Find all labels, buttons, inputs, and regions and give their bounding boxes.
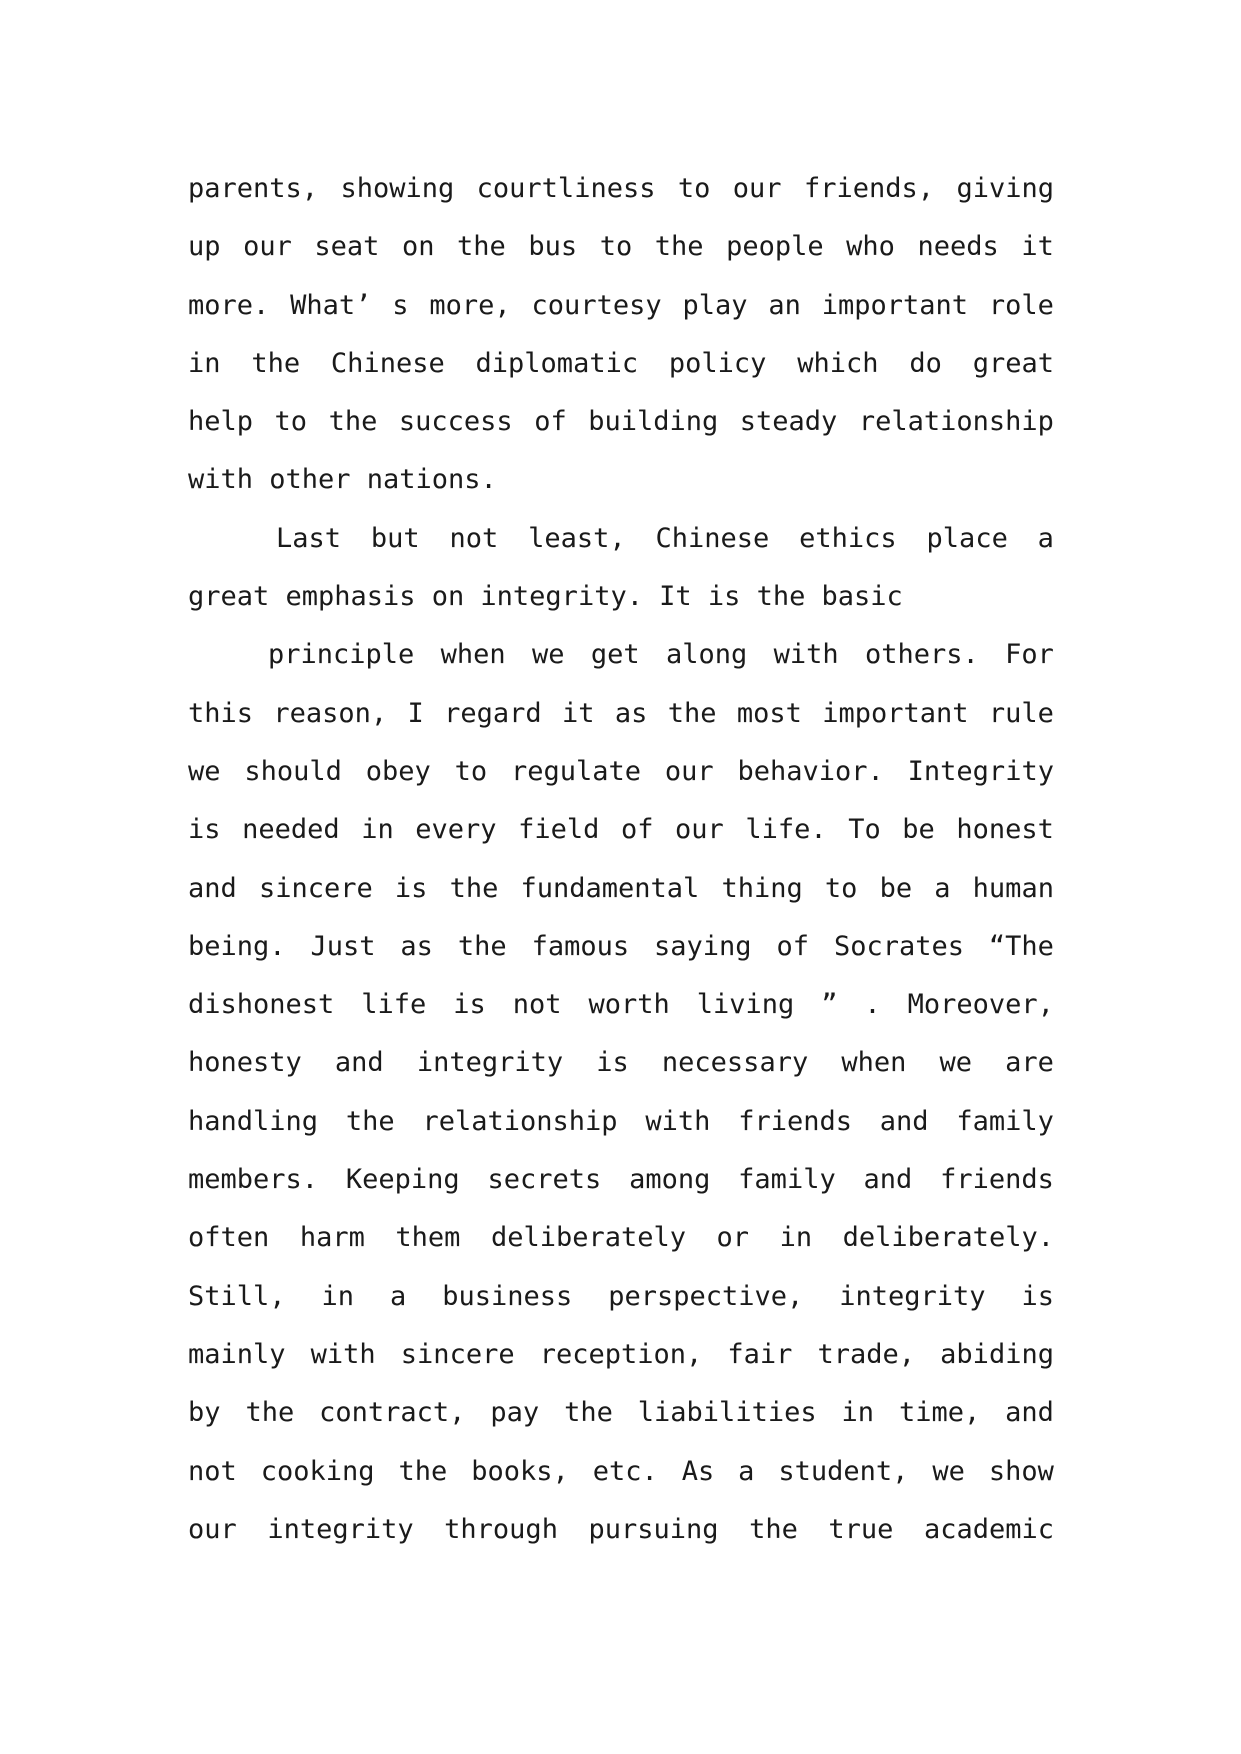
text-line: [188, 1034, 1054, 1092]
text-word: to: [454, 755, 488, 787]
text-line: [188, 1151, 1054, 1209]
text-word: living: [696, 989, 795, 1021]
text-word: Last: [276, 522, 342, 554]
text-word: relationship: [422, 1105, 618, 1137]
text-word: is: [1021, 1280, 1054, 1312]
text-word: in: [361, 814, 394, 846]
text-word: not: [512, 989, 562, 1021]
text-word: our: [675, 814, 724, 846]
text-line: [188, 976, 1054, 1034]
text-word: be: [879, 872, 913, 904]
text-line: [188, 860, 1054, 918]
text-word: the: [749, 1513, 798, 1545]
text-word: fair: [727, 1338, 793, 1370]
text-word: an: [768, 289, 801, 321]
text-word: etc.: [592, 1455, 658, 1487]
text-word: to: [824, 872, 858, 904]
text-word: perspective,: [608, 1280, 804, 1312]
text-word: regard: [444, 697, 542, 729]
text-word: least,: [528, 522, 626, 554]
text-word: the: [457, 231, 506, 263]
text-word: reason,: [273, 697, 388, 729]
text-word: the: [245, 1397, 295, 1429]
text-line: [188, 277, 1054, 335]
text-word: saying: [654, 930, 752, 962]
text-word: great: [972, 347, 1054, 379]
text-word: but: [370, 522, 420, 554]
text-word: “The: [988, 930, 1054, 962]
text-word: show: [988, 1455, 1054, 1487]
text-word: Moreover,: [907, 989, 1054, 1021]
text-word: and: [1005, 1397, 1054, 1429]
text-word: sincere: [258, 872, 373, 904]
text-word: when: [841, 1047, 907, 1079]
text-word: seat: [314, 231, 380, 263]
text-word: is: [394, 872, 428, 904]
text-word: with: [773, 639, 839, 671]
text-word: our: [243, 231, 292, 263]
text-word: Chinese: [330, 347, 445, 379]
text-line: [188, 743, 1054, 801]
text-word: integrity: [416, 1047, 564, 1079]
text-word: others.: [865, 639, 979, 671]
text-word: it: [562, 697, 595, 729]
text-word: when: [440, 639, 506, 671]
text-word: needs: [917, 231, 999, 263]
text-word: courtliness: [476, 173, 656, 204]
text-word: handling: [188, 1105, 319, 1137]
text-word: not: [449, 522, 499, 554]
text-word: help: [188, 406, 254, 438]
text-line: [188, 1501, 1054, 1559]
text-word: on: [401, 231, 435, 263]
text-word: a: [1037, 522, 1054, 554]
text-word: more.: [188, 289, 270, 321]
text-word: we: [532, 639, 565, 671]
text-line: [188, 218, 1054, 276]
text-word: of: [534, 406, 567, 438]
text-word: pursuing: [588, 1513, 719, 1545]
text-line: [188, 1209, 1054, 1267]
text-word: the: [654, 231, 704, 263]
text-word: up: [188, 231, 221, 263]
text-word: we: [188, 755, 221, 787]
text-word: great: [188, 581, 270, 613]
text-word: a: [934, 872, 951, 904]
text-line: [188, 1384, 1054, 1442]
text-word: play: [682, 289, 748, 321]
text-word: members.: [188, 1164, 319, 1196]
text-word: Chinese: [655, 522, 770, 554]
text-word: famous: [531, 930, 630, 962]
text-word: on: [431, 581, 465, 613]
text-word: basic: [821, 581, 903, 613]
text-word: other: [269, 464, 351, 496]
text-word: get: [590, 639, 640, 671]
text-word: this: [188, 697, 254, 729]
text-word: in: [779, 1222, 813, 1254]
text-word: as: [400, 930, 433, 962]
text-line: [188, 568, 1054, 626]
text-word: .: [864, 989, 881, 1021]
text-word: every: [415, 814, 497, 846]
text-word: through: [444, 1513, 558, 1545]
text-word: courtesy: [531, 289, 662, 321]
text-word: cooking: [260, 1455, 375, 1487]
text-word: As: [681, 1455, 715, 1487]
text-word: deliberately: [490, 1222, 687, 1254]
text-line: [188, 160, 1054, 218]
text-word: with: [188, 464, 254, 496]
text-word: worth: [588, 989, 670, 1021]
text-line: [188, 685, 1054, 743]
text-word: books,: [471, 1455, 569, 1487]
text-line: [188, 335, 1054, 393]
text-word: field: [518, 814, 600, 846]
text-word: people: [726, 231, 824, 263]
text-line: [188, 1093, 1054, 1151]
text-word: it: [1021, 231, 1054, 263]
text-word: behavior.: [737, 755, 884, 787]
text-word: who: [846, 231, 895, 263]
text-word: success: [398, 406, 513, 438]
text-word: in: [321, 1280, 355, 1312]
text-word: emphasis: [285, 581, 416, 613]
text-word: true: [828, 1513, 894, 1545]
text-word: important: [822, 697, 969, 729]
text-word: business: [442, 1280, 573, 1312]
text-word: pay: [490, 1397, 540, 1429]
text-word: is: [453, 989, 486, 1021]
text-word: giving: [956, 173, 1054, 204]
text-word: not: [188, 1455, 237, 1487]
text-word: bus: [528, 231, 578, 263]
text-word: we: [932, 1455, 965, 1487]
text-word: a: [738, 1455, 755, 1487]
text-word: What’: [290, 289, 372, 321]
text-word: do: [909, 347, 942, 379]
text-word: trade,: [817, 1338, 916, 1370]
text-word: the: [756, 581, 806, 613]
text-word: deliberately.: [842, 1222, 1054, 1254]
text-word: honest: [956, 814, 1054, 846]
text-word: integrity: [267, 1513, 414, 1545]
text-word: necessary: [661, 1047, 809, 1079]
text-word: s: [392, 289, 409, 321]
text-word: time,: [898, 1397, 981, 1429]
text-word: I: [407, 697, 424, 729]
text-word: being.: [188, 930, 286, 962]
text-line: [188, 801, 1054, 859]
text-word: more,: [429, 289, 511, 321]
text-word: ethics: [799, 522, 897, 554]
text-line: [188, 1443, 1054, 1501]
text-word: among: [629, 1164, 711, 1196]
text-word: to: [677, 173, 711, 204]
text-word: friends: [738, 1105, 852, 1137]
text-word: Integrity: [907, 755, 1054, 787]
text-word: friends: [940, 1164, 1054, 1196]
text-word: building: [588, 406, 719, 438]
text-word: showing: [340, 173, 455, 204]
text-word: a: [389, 1280, 407, 1312]
text-word: in: [841, 1397, 875, 1429]
text-line: [188, 451, 1054, 509]
text-word: It: [659, 581, 692, 613]
text-word: most: [736, 697, 802, 729]
text-word: fundamental: [520, 872, 700, 904]
text-word: should: [244, 755, 342, 787]
text-word: ”: [821, 989, 838, 1021]
text-word: as: [614, 697, 648, 729]
text-word: our: [664, 755, 714, 787]
text-word: and: [879, 1105, 929, 1137]
text-word: the: [667, 697, 717, 729]
text-line: [188, 510, 1054, 568]
text-word: often: [188, 1222, 270, 1254]
text-word: and: [863, 1164, 913, 1196]
text-word: liabilities: [637, 1397, 817, 1429]
text-word: diplomatic: [475, 347, 639, 379]
text-line: [188, 1326, 1054, 1384]
text-word: regulate: [510, 755, 642, 787]
text-word: and: [188, 872, 237, 904]
text-word: we: [939, 1047, 973, 1079]
text-word: of: [620, 814, 654, 846]
text-word: the: [564, 1397, 613, 1429]
text-word: principle: [268, 639, 415, 671]
text-word: with: [310, 1338, 376, 1370]
text-word: family: [738, 1164, 836, 1196]
text-word: relationship: [858, 406, 1054, 438]
text-word: along: [666, 639, 748, 671]
text-word: integrity.: [480, 581, 643, 613]
text-word: the: [457, 930, 507, 962]
body-text: [188, 160, 1054, 1559]
text-word: contract,: [319, 1397, 466, 1429]
text-word: the: [449, 872, 499, 904]
text-word: harm: [299, 1222, 365, 1254]
text-word: family: [956, 1105, 1054, 1137]
text-word: To: [848, 814, 881, 846]
text-word: them: [395, 1222, 461, 1254]
text-word: is: [188, 814, 221, 846]
text-word: and: [334, 1047, 384, 1079]
text-word: with: [645, 1105, 711, 1137]
text-word: mainly: [188, 1338, 286, 1370]
text-word: by: [188, 1397, 221, 1429]
text-word: to: [274, 406, 308, 438]
text-word: academic: [923, 1513, 1054, 1545]
text-word: reception,: [539, 1338, 703, 1370]
text-word: or: [716, 1222, 750, 1254]
text-word: thing: [721, 872, 803, 904]
text-word: life.: [745, 814, 827, 846]
text-word: our: [188, 1513, 237, 1545]
text-word: human: [972, 872, 1054, 904]
text-word: place: [926, 522, 1008, 554]
text-word: our: [732, 173, 782, 204]
text-word: in: [188, 347, 221, 379]
text-word: Just: [310, 930, 376, 962]
text-word: integrity: [839, 1280, 986, 1312]
text-word: is: [596, 1047, 629, 1079]
text-word: student,: [778, 1455, 909, 1487]
text-word: policy: [668, 347, 767, 379]
text-word: the: [328, 406, 378, 438]
text-word: dishonest: [188, 989, 335, 1021]
text-word: Still,: [188, 1280, 286, 1312]
text-line: [188, 918, 1054, 976]
text-word: are: [1005, 1047, 1054, 1079]
text-word: is: [707, 581, 741, 613]
text-word: sincere: [400, 1338, 515, 1370]
text-word: parents,: [188, 173, 319, 204]
text-word: to: [599, 231, 633, 263]
text-word: be: [902, 814, 935, 846]
text-word: abiding: [940, 1338, 1054, 1370]
text-word: steady: [739, 406, 838, 438]
text-word: obey: [365, 755, 431, 787]
text-word: secrets: [487, 1164, 602, 1196]
text-word: needed: [242, 814, 340, 846]
text-word: the: [251, 347, 301, 379]
text-line: [188, 393, 1054, 451]
text-word: life: [361, 989, 427, 1021]
text-word: important: [821, 289, 969, 321]
text-word: the: [345, 1105, 395, 1137]
text-word: nations.: [366, 464, 497, 496]
text-line: [188, 1268, 1054, 1326]
text-word: honesty: [188, 1047, 302, 1079]
text-line: [188, 626, 1054, 684]
text-word: friends,: [803, 173, 935, 204]
text-word: the: [398, 1455, 448, 1487]
text-word: For: [1005, 639, 1054, 671]
text-word: Keeping: [345, 1164, 460, 1196]
text-word: role: [988, 289, 1054, 321]
text-word: which: [797, 347, 879, 379]
text-word: rule: [988, 697, 1054, 729]
text-word: of: [776, 930, 810, 962]
text-word: Socrates: [833, 930, 964, 962]
